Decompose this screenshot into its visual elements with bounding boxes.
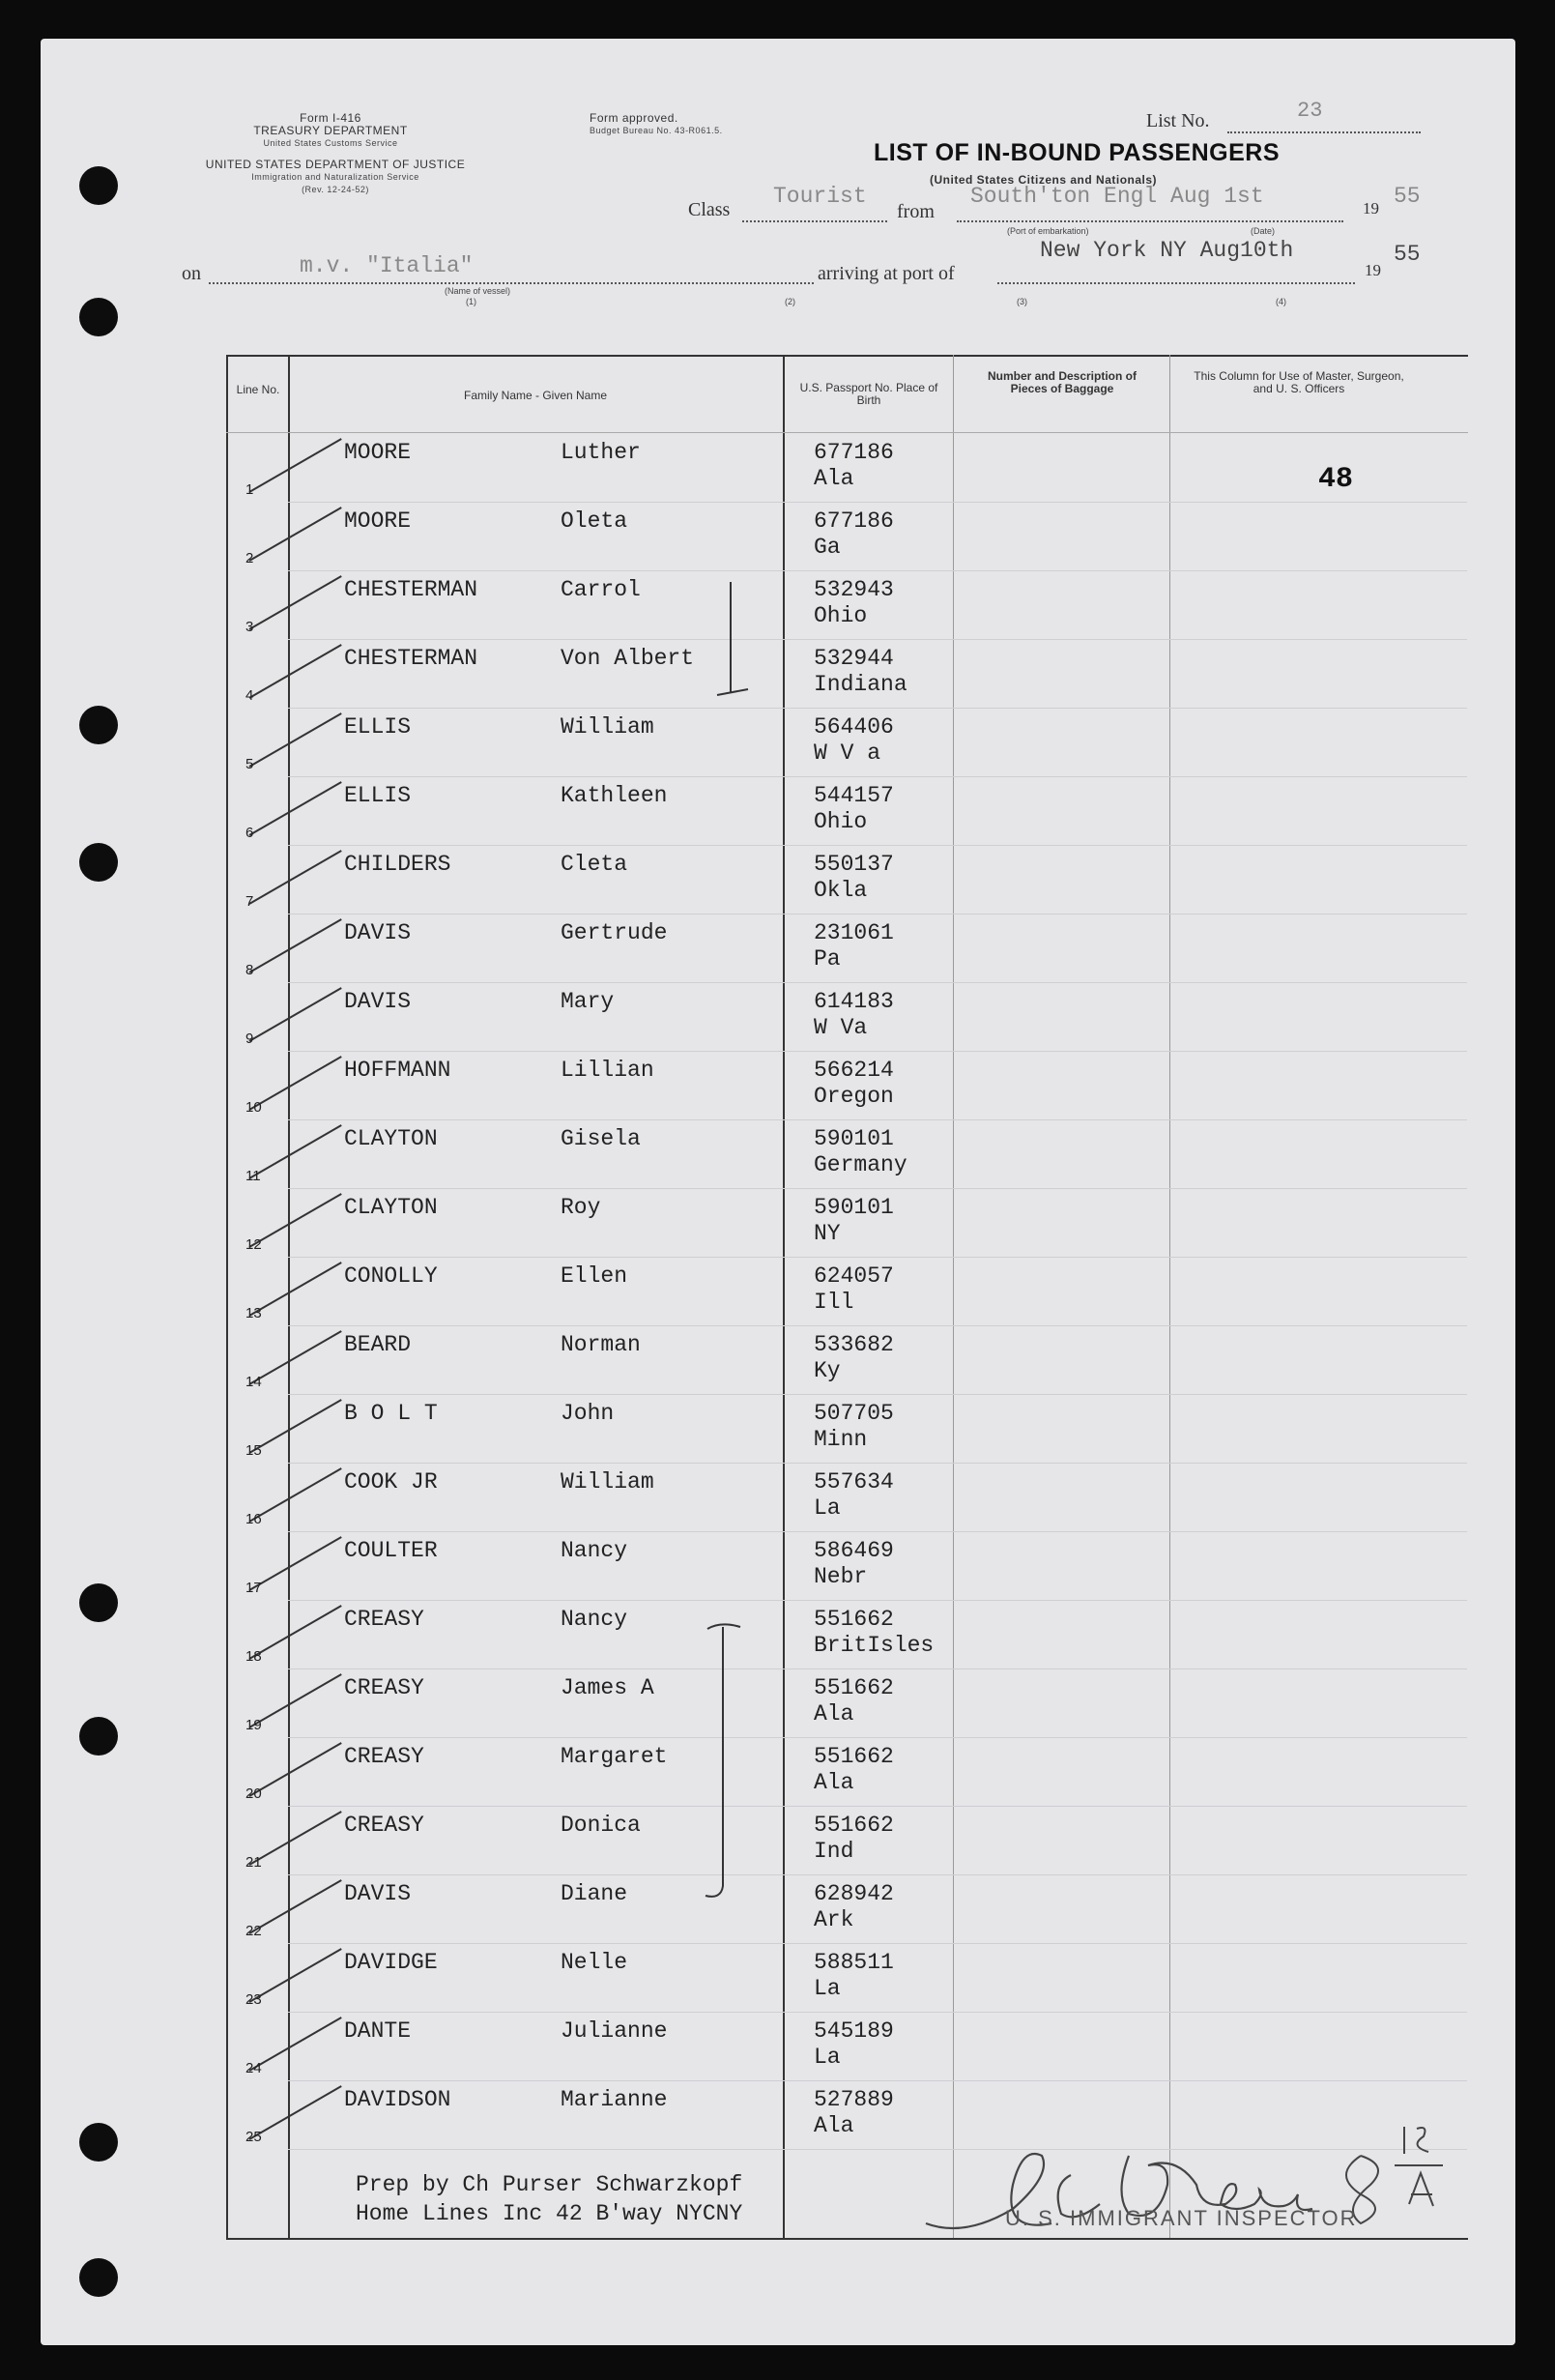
given-name: Gisela [561, 1126, 641, 1151]
passport-number: 551662 [814, 1813, 894, 1838]
family-name: CREASY [344, 1813, 424, 1838]
family-bracket [702, 1619, 750, 1909]
place-of-birth: Ga [814, 535, 841, 560]
punch-hole [79, 1583, 118, 1622]
given-name: Roy [561, 1195, 601, 1220]
check-mark [249, 1124, 342, 1179]
passport-number: 677186 [814, 508, 894, 534]
family-name: CREASY [344, 1744, 424, 1769]
passport-number: 545189 [814, 2018, 894, 2044]
family-name: MOORE [344, 508, 412, 534]
family-name: B O L T [344, 1401, 438, 1426]
vessel-underline [209, 282, 814, 284]
on-label: on [182, 263, 201, 284]
family-name: CHILDERS [344, 852, 451, 877]
ins-service: Immigration and Naturalization Service [251, 172, 419, 182]
place-of-birth: Ala [814, 2113, 854, 2138]
table-row [226, 914, 1468, 983]
table-row [226, 2013, 1468, 2081]
family-name: CREASY [344, 1675, 424, 1700]
family-name: DAVIS [344, 920, 412, 945]
family-name: CLAYTON [344, 1126, 438, 1151]
col-header-baggage: Number and Description of Pieces of Baggage [987, 369, 1137, 395]
passport-number: 551662 [814, 1744, 894, 1769]
family-name: COOK JR [344, 1469, 438, 1495]
line-number: 2 [245, 550, 254, 566]
family-name: DANTE [344, 2018, 412, 2044]
punch-hole [79, 843, 118, 882]
list-no-value: 23 [1297, 99, 1323, 123]
passport-number: 590101 [814, 1126, 894, 1151]
justice-header [176, 159, 495, 196]
check-mark [249, 1330, 342, 1385]
treasury-dept: TREASURY DEPARTMENT [253, 124, 408, 137]
from-underline [957, 220, 1343, 222]
place-of-birth: Ohio [814, 809, 868, 834]
line-number: 22 [245, 1923, 262, 1939]
place-of-birth: La [814, 1976, 841, 2001]
table-row [226, 709, 1468, 777]
passport-number: 588511 [814, 1950, 894, 1975]
table-row [226, 1601, 1468, 1669]
passport-number: 677186 [814, 440, 894, 465]
line-number: 15 [245, 1442, 262, 1459]
officer-note: 48 [1318, 463, 1354, 496]
given-name: Nelle [561, 1950, 628, 1975]
table-row [226, 1120, 1468, 1189]
place-of-birth: Minn [814, 1427, 868, 1452]
line-number: 23 [245, 1991, 262, 2008]
passport-number: 532943 [814, 577, 894, 602]
passport-number: 566214 [814, 1058, 894, 1083]
passport-number: 527889 [814, 2087, 894, 2112]
class-value: Tourist [773, 184, 867, 209]
given-name: Carrol [561, 577, 641, 602]
passport-number: 551662 [814, 1675, 894, 1700]
line-number: 1 [245, 481, 254, 498]
place-of-birth: La [814, 1495, 841, 1521]
given-name: Luther [561, 440, 641, 465]
given-name: Kathleen [561, 783, 668, 808]
check-mark [249, 1056, 342, 1111]
col2-caption: (2) [785, 297, 795, 306]
form-revision: (Rev. 12-24-52) [302, 185, 369, 194]
passenger-table [226, 355, 1468, 2240]
line-number: 6 [245, 825, 254, 841]
check-mark [249, 987, 342, 1042]
family-name: DAVIDSON [344, 2087, 451, 2112]
passport-number: 557634 [814, 1469, 894, 1495]
place-of-birth: Pa [814, 946, 841, 972]
inspector-signature [907, 2117, 1486, 2252]
check-mark [249, 438, 342, 493]
family-name: ELLIS [344, 714, 412, 740]
justice-dept: UNITED STATES DEPARTMENT OF JUSTICE [205, 158, 466, 171]
line-number: 10 [245, 1099, 262, 1116]
given-name: Diane [561, 1881, 628, 1906]
passport-number: 564406 [814, 714, 894, 740]
line-number: 18 [245, 1648, 262, 1665]
place-of-birth: Ark [814, 1907, 854, 1932]
table-row [226, 1395, 1468, 1464]
year-prefix-2: 19 [1365, 261, 1381, 279]
given-name: Mary [561, 989, 615, 1014]
family-name: DAVIS [344, 989, 412, 1014]
given-name: Marianne [561, 2087, 668, 2112]
vessel-value: m.v. "Italia" [300, 253, 474, 278]
place-of-birth: Indiana [814, 672, 907, 697]
place-of-birth: Nebr [814, 1564, 868, 1589]
check-mark [249, 1536, 342, 1591]
table-row [226, 434, 1468, 503]
port-embark-caption: (Port of embarkation) [1007, 226, 1089, 236]
line-number: 5 [245, 756, 254, 772]
check-mark [249, 2085, 342, 2140]
place-of-birth: Ohio [814, 603, 868, 628]
passport-number: 507705 [814, 1401, 894, 1426]
given-name: Julianne [561, 2018, 668, 2044]
list-no-label: List No. [1146, 110, 1210, 131]
check-mark [249, 1673, 342, 1728]
line-number: 7 [245, 893, 254, 910]
given-name: Oleta [561, 508, 628, 534]
check-mark [249, 507, 342, 562]
arriving-label: arriving at port of [818, 263, 955, 284]
table-row [226, 1258, 1468, 1326]
punch-hole [79, 2123, 118, 2162]
class-label: Class [688, 199, 731, 220]
table-row [226, 1052, 1468, 1120]
form-number: Form I-416 [300, 111, 361, 125]
passport-number: 624057 [814, 1263, 894, 1289]
check-mark [249, 1948, 342, 2003]
check-mark [249, 1399, 342, 1454]
table-row [226, 983, 1468, 1052]
place-of-birth: Ala [814, 1701, 854, 1727]
col-header-line: Line No. [236, 383, 280, 396]
line-number: 9 [245, 1030, 254, 1047]
table-row [226, 1189, 1468, 1258]
family-name: DAVIS [344, 1881, 412, 1906]
from-value: South'ton Engl Aug 1st [970, 184, 1264, 209]
line-number: 4 [245, 687, 254, 704]
given-name: William [561, 1469, 654, 1495]
punch-hole [79, 1717, 118, 1756]
passport-number: 231061 [814, 920, 894, 945]
line-number: 16 [245, 1511, 262, 1527]
place-of-birth: NY [814, 1221, 841, 1246]
given-name: Nancy [561, 1538, 628, 1563]
place-of-birth: Ind [814, 1839, 854, 1864]
check-mark [249, 850, 342, 905]
check-mark [249, 918, 342, 973]
col3-caption: (3) [1017, 297, 1027, 306]
vessel-caption: (Name of vessel) [445, 286, 511, 296]
col-header-passport: U.S. Passport No. Place of Birth [799, 381, 938, 407]
check-mark [249, 781, 342, 836]
line-number: 21 [245, 1854, 262, 1871]
place-of-birth: Ala [814, 1770, 854, 1795]
arrival-value: New York NY Aug10th [1040, 238, 1294, 263]
family-name: ELLIS [344, 783, 412, 808]
check-mark [249, 1193, 342, 1248]
family-name: CONOLLY [344, 1263, 438, 1289]
table-row [226, 571, 1468, 640]
year-value-2: 55 [1394, 242, 1421, 267]
customs-service: United States Customs Service [263, 138, 398, 148]
line-number: 3 [245, 619, 254, 635]
passport-number: 628942 [814, 1881, 894, 1906]
punch-hole [79, 2258, 118, 2297]
line-number: 14 [245, 1374, 262, 1390]
line-number: 11 [245, 1168, 261, 1184]
given-name: Lillian [561, 1058, 654, 1083]
line-number: 25 [245, 2129, 262, 2145]
family-name: BEARD [344, 1332, 412, 1357]
table-row [226, 1875, 1468, 1944]
vessel-caption-num: (1) [466, 297, 476, 306]
family-name: CLAYTON [344, 1195, 438, 1220]
line-number: 8 [245, 962, 254, 978]
table-row [226, 503, 1468, 571]
family-name: CHESTERMAN [344, 646, 478, 671]
table-row [226, 1326, 1468, 1395]
check-mark [249, 575, 342, 630]
col-header-name: Family Name - Given Name [463, 389, 608, 402]
line-number: 24 [245, 2060, 262, 2076]
place-of-birth: Ill [814, 1290, 854, 1315]
check-mark [249, 1467, 342, 1523]
given-name: Von Albert [561, 646, 695, 671]
table-row [226, 1807, 1468, 1875]
place-of-birth: W V a [814, 740, 881, 766]
line-number: 12 [245, 1236, 262, 1253]
header-bottom-rule [226, 432, 1468, 433]
budget-bureau: Budget Bureau No. 43-R061.5. [590, 126, 723, 135]
given-name: Norman [561, 1332, 641, 1357]
given-name: James A [561, 1675, 654, 1700]
year-prefix-1: 19 [1363, 199, 1379, 218]
passport-number: 544157 [814, 783, 894, 808]
table-row [226, 1532, 1468, 1601]
check-mark [249, 712, 342, 768]
passport-number: 614183 [814, 989, 894, 1014]
arrival-underline [997, 282, 1355, 284]
passport-number: 551662 [814, 1607, 894, 1632]
passport-number: 590101 [814, 1195, 894, 1220]
table-row [226, 1464, 1468, 1532]
table-row [226, 1669, 1468, 1738]
family-name: COULTER [344, 1538, 438, 1563]
col-header-officers: This Column for Use of Master, Surgeon, and U. S. Officers [1194, 369, 1404, 395]
place-of-birth: Ala [814, 466, 854, 491]
prep-address-line: Home Lines Inc 42 B'way NYCNY [356, 2201, 743, 2226]
form-header [181, 112, 480, 150]
place-of-birth: W Va [814, 1015, 868, 1040]
check-mark [249, 1742, 342, 1797]
col4-caption: (4) [1276, 297, 1286, 306]
place-of-birth: Germany [814, 1152, 907, 1177]
table-row [226, 640, 1468, 709]
punch-hole [79, 166, 118, 205]
line-number: 19 [245, 1717, 262, 1733]
manifest-page [41, 39, 1515, 2345]
table-row [226, 777, 1468, 846]
family-bracket [709, 577, 758, 703]
passport-number: 533682 [814, 1332, 894, 1357]
check-mark [249, 1811, 342, 1866]
check-mark [249, 1605, 342, 1660]
from-label: from [897, 201, 935, 222]
given-name: Ellen [561, 1263, 628, 1289]
inspector-caption: U. S. IMMIGRANT INSPECTOR [1005, 2206, 1358, 2230]
given-name: John [561, 1401, 615, 1426]
list-no-underline [1227, 131, 1421, 133]
check-mark [249, 1879, 342, 1934]
punch-hole [79, 706, 118, 744]
table-row [226, 846, 1468, 914]
form-approved: Form approved. [590, 111, 678, 125]
year-value-1: 55 [1394, 184, 1421, 209]
place-of-birth: Oregon [814, 1084, 894, 1109]
given-name: Margaret [561, 1744, 668, 1769]
page-title: LIST OF IN-BOUND PASSENGERS [874, 139, 1281, 166]
given-name: Gertrude [561, 920, 668, 945]
punch-hole [79, 298, 118, 336]
place-of-birth: La [814, 2045, 841, 2070]
check-mark [249, 1262, 342, 1317]
passport-number: 532944 [814, 646, 894, 671]
passport-number: 586469 [814, 1538, 894, 1563]
page-subtitle: (United States Citizens and Nationals) [930, 173, 1158, 187]
table-row [226, 1944, 1468, 2013]
date-caption: (Date) [1251, 226, 1276, 236]
table-row [226, 1738, 1468, 1807]
line-number: 17 [245, 1580, 262, 1596]
family-name: CREASY [344, 1607, 424, 1632]
line-number: 20 [245, 1785, 262, 1802]
given-name: Cleta [561, 852, 628, 877]
place-of-birth: Okla [814, 878, 868, 903]
class-underline [742, 220, 887, 222]
check-mark [249, 644, 342, 699]
family-name: HOFFMANN [344, 1058, 451, 1083]
check-mark [249, 2017, 342, 2072]
line-number: 13 [245, 1305, 262, 1321]
family-name: CHESTERMAN [344, 577, 478, 602]
approval-block [590, 112, 723, 137]
given-name: Donica [561, 1813, 641, 1838]
prep-by-line: Prep by Ch Purser Schwarzkopf [356, 2172, 743, 2197]
family-name: DAVIDGE [344, 1950, 438, 1975]
family-name: MOORE [344, 440, 412, 465]
table-top-rule [226, 355, 1468, 357]
place-of-birth: Ky [814, 1358, 841, 1383]
given-name: Nancy [561, 1607, 628, 1632]
given-name: William [561, 714, 654, 740]
place-of-birth: BritIsles [814, 1633, 935, 1658]
passport-number: 550137 [814, 852, 894, 877]
